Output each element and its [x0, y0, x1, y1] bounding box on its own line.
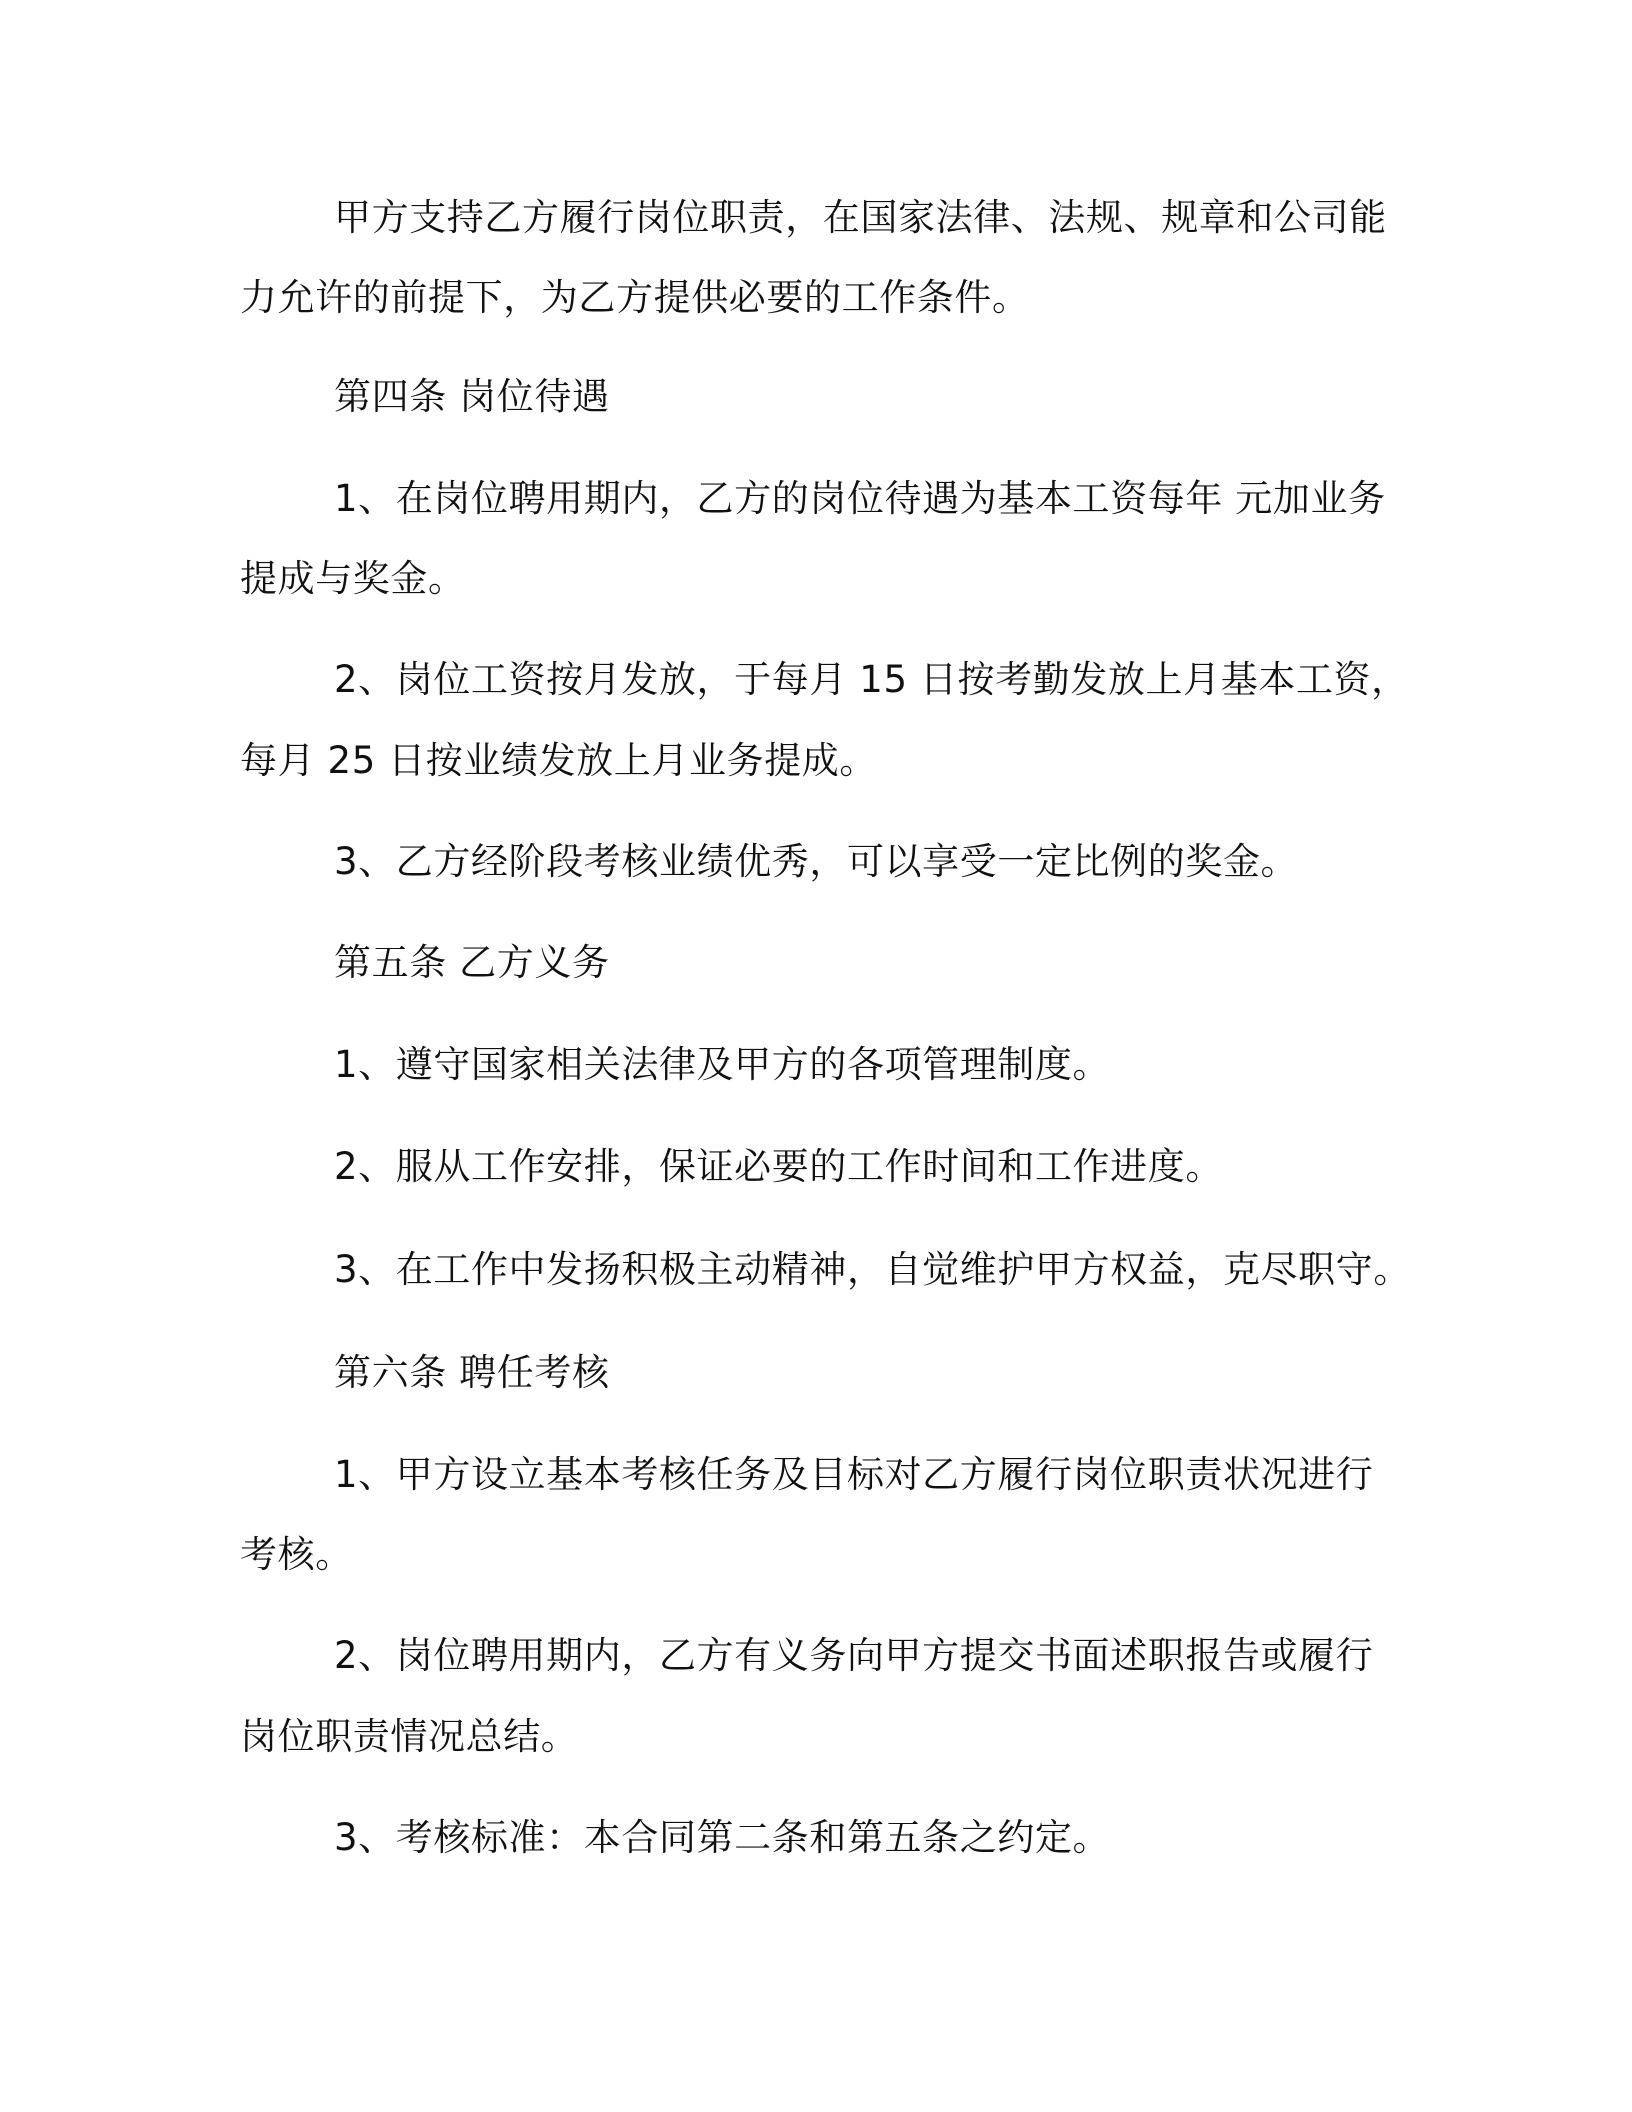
section-heading-6: 第六条 聘任考核: [334, 1351, 610, 1394]
paragraph-12-line-1: 2、岗位聘用期内，乙方有义务向甲方提交书面述职报告或履行: [334, 1634, 1374, 1677]
section-heading-4: 第四条 岗位待遇: [334, 375, 610, 418]
paragraph-4-line-2: 每月 25 日按业绩发放上月业务提成。: [240, 739, 878, 782]
paragraph-13-line-1: 3、考核标准：本合同第二条和第五条之约定。: [334, 1816, 1111, 1859]
section-heading-5: 第五条 乙方义务: [334, 941, 610, 984]
paragraph-12-line-2: 岗位职责情况总结。: [240, 1715, 579, 1758]
paragraph-11-line-1: 1、甲方设立基本考核任务及目标对乙方履行岗位职责状况进行: [334, 1453, 1374, 1496]
paragraph-1-line-2: 力允许的前提下，为乙方提供必要的工作条件。: [240, 276, 1030, 319]
paragraph-4-line-1: 2、岗位工资按月发放，于每月 15 日按考勤发放上月基本工资，: [334, 658, 1409, 701]
paragraph-3-line-2: 提成与奖金。: [240, 557, 466, 600]
paragraph-5-line-1: 3、乙方经阶段考核业绩优秀，可以享受一定比例的奖金。: [334, 840, 1299, 883]
paragraph-3-line-1: 1、在岗位聘用期内，乙方的岗位待遇为基本工资每年 元加业务: [334, 477, 1386, 520]
paragraph-11-line-2: 考核。: [240, 1533, 353, 1576]
paragraph-1-line-1: 甲方支持乙方履行岗位职责，在国家法律、法规、规章和公司能: [334, 196, 1387, 239]
paragraph-8-line-1: 2、服从工作安排，保证必要的工作时间和工作进度。: [334, 1145, 1223, 1188]
paragraph-9-line-1: 3、在工作中发扬积极主动精神，自觉维护甲方权益，克尽职守。: [334, 1248, 1411, 1291]
paragraph-7-line-1: 1、遵守国家相关法律及甲方的各项管理制度。: [334, 1043, 1111, 1086]
